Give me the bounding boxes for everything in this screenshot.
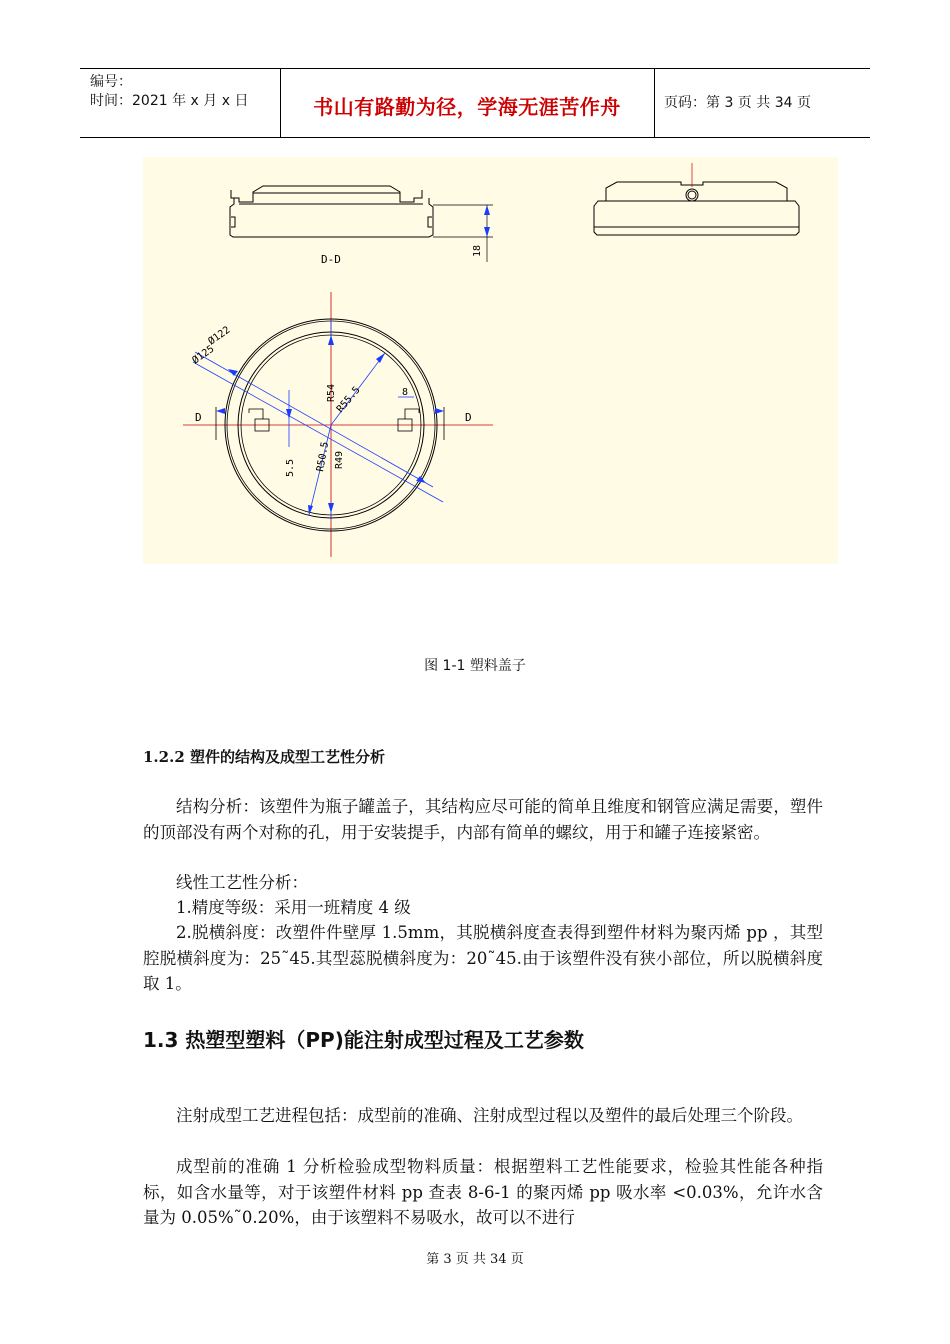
section-heading-122: 1.2.2 塑件的结构及成型工艺性分析 [143, 748, 385, 766]
page-info: 页码：第 3 页 共 34 页 [664, 95, 811, 111]
precision-paragraph: 1.精度等级：采用一班精度 4 级 [176, 898, 411, 917]
figure-caption: 图 1-1 塑料盖子 [424, 658, 526, 674]
section-marker-right: D [465, 411, 472, 424]
diameter-122-label: Ø122 [206, 324, 233, 348]
height-dim: 18 [472, 244, 483, 257]
page-footer: 第 3 页 共 34 页 [426, 1252, 524, 1267]
page-header [80, 68, 870, 138]
draft-paragraph: 2.脱横斜度：改塑件件壁厚 1.5mm，其脱横斜度查表得到塑件材料为聚丙烯 pp ，其型腔脱横斜度为：25˜45.其型蕊脱横斜度为：20˜45.由于该塑件没有狭小部位，所以脱横斜度取 1。 [143, 923, 823, 993]
width-8-label: 8 [402, 387, 409, 398]
height-5-5-label: 5.5 [285, 458, 296, 477]
header-motto-cell [280, 69, 655, 137]
header-page-cell [654, 69, 870, 137]
section-view [230, 186, 433, 237]
structure-paragraph: 结构分析：该塑件为瓶子罐盖子，其结构应尽可能的简单且维度和钢管应满足需要，塑件的顶部没有两个对称的孔，用于安装提手，内部有简单的螺纹，用于和罐子连接紧密。 [143, 797, 823, 842]
section-heading-13: 1.3 热塑型塑料（PP)能注射成型过程及工艺参数 [143, 1028, 584, 1052]
motto: 书山有路勤为径，学海无涯苦作舟 [313, 95, 621, 119]
section-marker-left: D [195, 411, 202, 424]
serial-label: 编号： [90, 74, 132, 90]
header-meta-cell [80, 69, 281, 137]
process-paragraph: 注射成型工艺进程包括：成型前的准确、注射成型过程以及塑件的最后处理三个阶段。 [176, 1106, 803, 1125]
preparation-paragraph: 成型前的准确 1 分析检验成型物料质量：根据塑料工艺性能要求，检验其性能各种指标，如含水量等，对于该塑件材料 pp 查表 8-6-1 的聚丙烯 pp 吸水率 <0.03%，允许水含量为 0.05%˜0.20%，由于该塑料不易吸水，故可以不进行 [143, 1157, 823, 1227]
section-label: D-D [321, 253, 341, 266]
drawing-svg [143, 157, 838, 564]
time-label: 时间：2021 年 x 月 x 日 [90, 93, 249, 109]
r54-label: R54 [326, 383, 337, 402]
r50-5-label: R50.5 [315, 440, 332, 473]
diameter-125-label: Ø125 [190, 343, 217, 367]
side-view [594, 163, 799, 235]
linearity-heading: 线性工艺性分析： [176, 873, 308, 892]
r55-5-label: R55.5 [334, 384, 363, 415]
technical-drawing [143, 157, 838, 564]
r49-label: R49 [334, 450, 345, 469]
